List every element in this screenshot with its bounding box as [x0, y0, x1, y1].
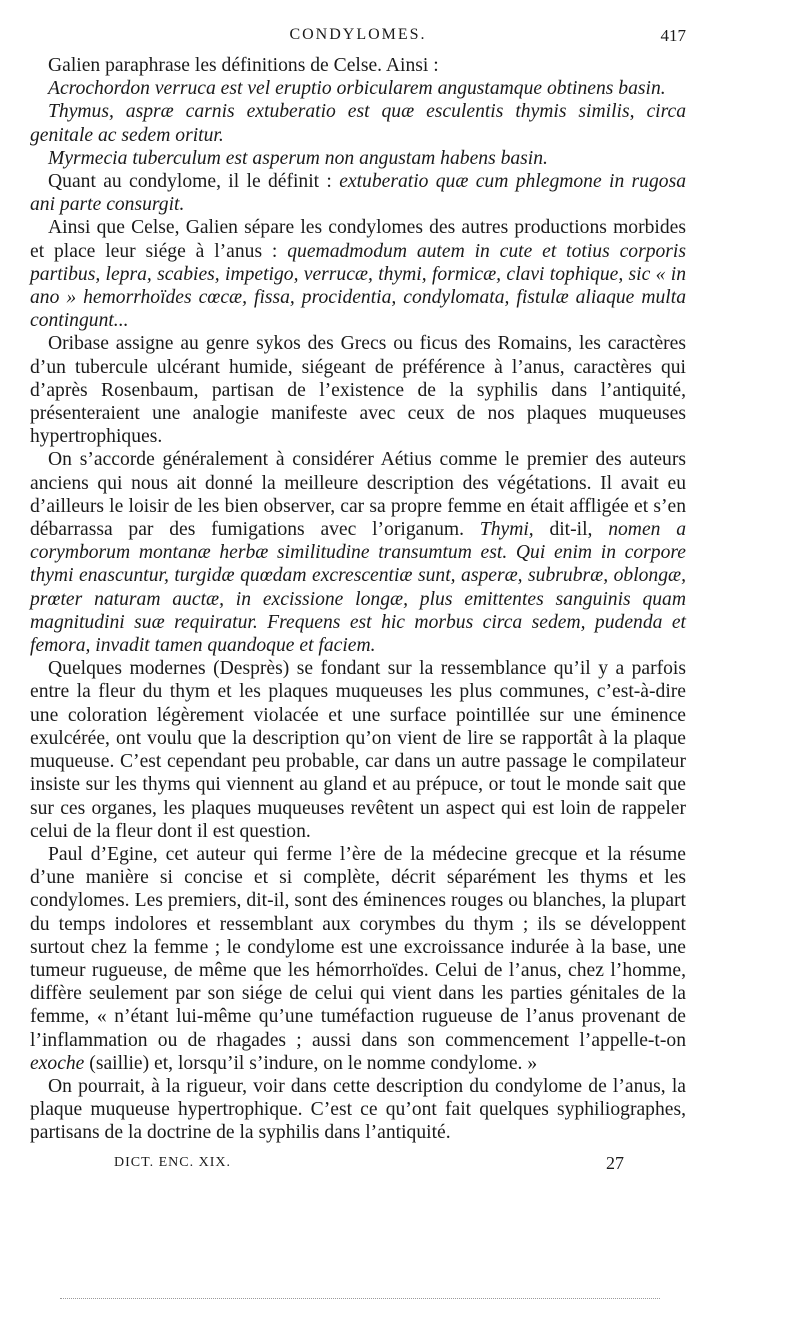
page-footer [30, 1152, 686, 1179]
scan-edge-dots [60, 1298, 660, 1299]
latin-definition: Acrochordon verruca est vel eruptio orbicularem angustamque obtinens basin. [48, 78, 666, 100]
paragraph: On pourrait, à la rigueur, voir dans cette description du condylome de l’anus, la plaque muqueuse hypertrophique. C’est ce qu’ont fait quelques syphiliographes, partisans de la doctrine de la syphilis dans l’antiquité. [30, 1075, 686, 1144]
page-header [30, 22, 686, 50]
page-number: 417 [660, 26, 686, 45]
latin-definition: Thymus, aspræ carnis extuberatio est quæ esculentis thymis similis, circa genitale ac sedem oritur. [30, 101, 686, 146]
paragraph: Paul d’Egine, cet auteur qui ferme l’ère de la médecine grecque et la résume d’une manière si concise et si complète, décrit séparément les thyms et les condylomes. Les premiers, dit-il, sont des éminences rouges ou blanches, la plupart du temps indolores et ressemblant aux corymbes du thym ; ils se développent surtout chez la femme ; le condylome est une excroissance indurée à la base, une tumeur rugueuse, de même que les hémorrhoïdes. Celui de l’anus, chez l’homme, diffère seulement par son siége de celui qui vient dans les parties génitales de la femme, « n’étant lui-même qu’une tuméfaction rugueuse de l’anus provenant de l’inflammation ou de rhagades ; aussi dans son commencement l’appelle-t-on exoche (saillie) et, lorsqu’il s’indure, on le nomme condylome. » [30, 843, 686, 1074]
running-title: CONDYLOMES. [289, 26, 427, 43]
paragraph: Quelques modernes (Desprès) se fondant sur la ressemblance qu’il y a parfois entre la fleur du thym et les plaques muqueuses les plus communes, c’est-à-dire une coloration légèrement violacée et une surface pointillée sur une éminence exulcérée, ont voulu que la description qu’on vient de lire se rapportât à la plaque muqueuse. C’est cependant peu probable, car dans un autre passage le compilateur insiste sur les thyms qui viennent au gland et au prépuce, or tout le monde sait que sur ces organes, les plaques muqueuses revêtent un aspect qui est loin de rappeler celui de la fleur dont il est question. [30, 658, 686, 842]
paragraph: On s’accorde généralement à considérer Aétius comme le premier des auteurs anciens qui nous ait donné la meilleure description des végétations. Il avait eu d’ailleurs le loisir de les bien observer, car sa propre femme en était affligée et s’en débarrassa par des fumigations avec l’origanum. Thymi, dit-il, nomen a corymborum montanæ herbæ similitudine transumtum est. Qui enim in corpore thymi enascuntur, turgidæ quœdam excrescentiæ sunt, asperæ, subrubræ, oblongæ, prœter naturam auctæ, in excissione longæ, plus emittentes sanguinis quam magnitudini suæ requiratur. Frequens est hic morbus circa sedem, pudenda et femora, invadit tamen quandoque et faciem. [30, 449, 686, 657]
book-page [30, 22, 686, 1179]
latin-definition: Myrmecia tuberculum est asperum non angustam habens basin. [48, 147, 548, 169]
signature-mark: DICT. ENC. XIX. [114, 1154, 232, 1170]
paragraph: Galien paraphrase les définitions de Celse. Ainsi : [48, 55, 439, 76]
paragraph: Quant au condylome, il le définit : extuberatio quæ cum phlegmone in rugosa ani parte consurgit. [30, 171, 686, 216]
body-text [30, 54, 686, 1145]
paragraph: Oribase assigne au genre sykos des Grecs ou ficus des Romains, les caractères d’un tubercule ulcérant humide, siégeant de préférence à l’anus, caractères qui d’après Rosenbaum, partisan de l’existence de la syphilis dans l’antiquité, présenteraient une analogie manifeste avec ceux de nos plaques muqueuses hypertrophiques. [30, 333, 686, 448]
paragraph: Ainsi que Celse, Galien sépare les condylomes des autres productions morbides et place leur siége à l’anus : quemadmodum autem in cute et totius corporis partibus, lepra, scabies, impetigo, verrucæ, thymi, formicæ, clavi tophique, sic « in ano » hemorrhoïdes cœcæ, fissa, procidentia, condylomata, fistulæ aliaque multa contingunt... [30, 217, 686, 332]
sheet-number: 27 [606, 1152, 624, 1173]
